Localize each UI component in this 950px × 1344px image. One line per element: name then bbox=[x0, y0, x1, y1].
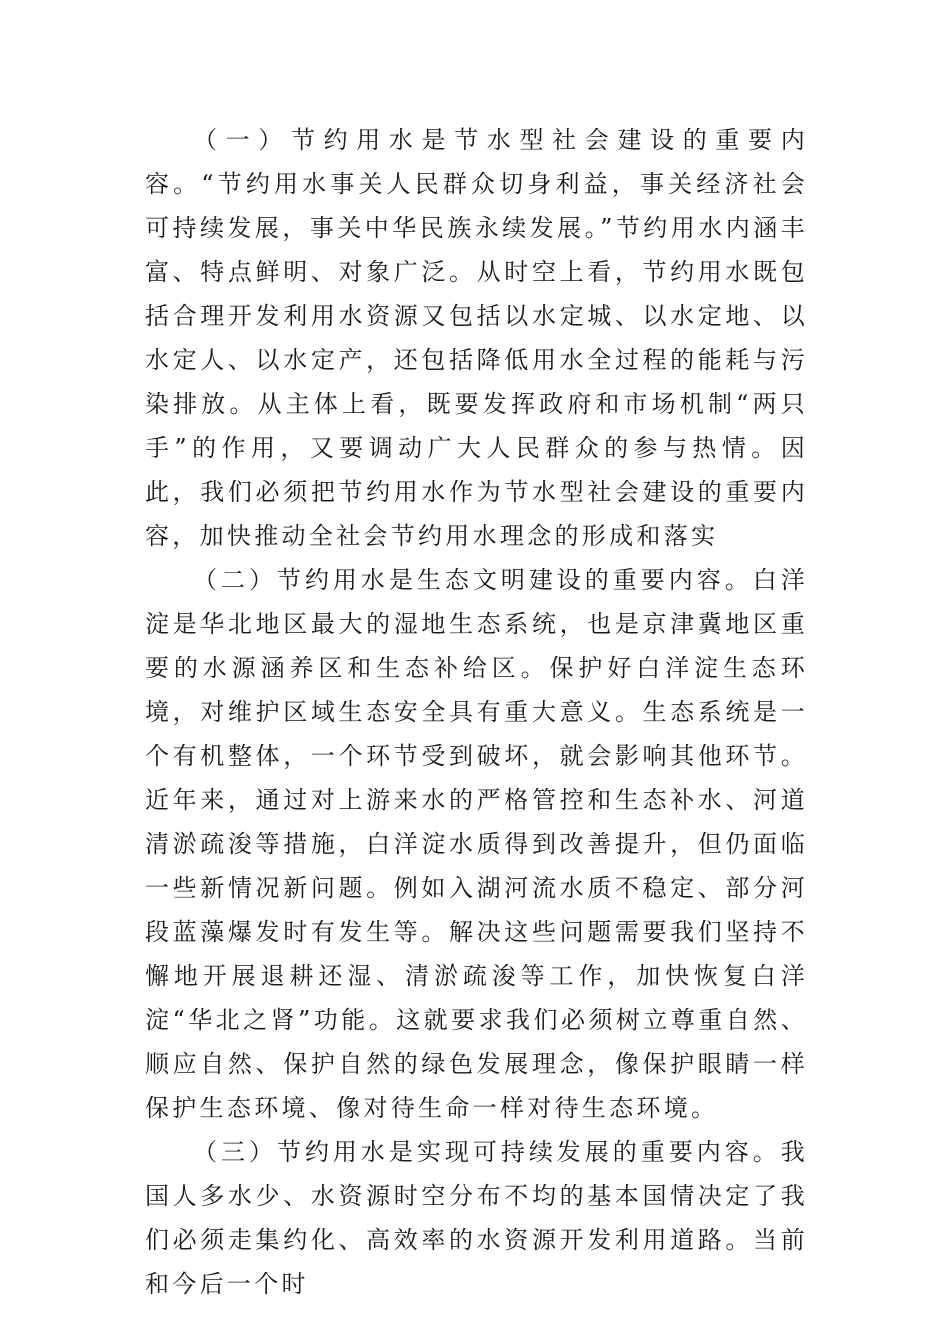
paragraph-3: （三）节约用水是实现可持续发展的重要内容。我国人多水少、水资源时空分布不均的基本国情决定了我们必须走集约化、高效率的水资源开发利用道路。当前和今后一个时 bbox=[145, 1138, 808, 1298]
document-body bbox=[145, 118, 808, 1306]
paragraph-1: （一）节约用水是节水型社会建设的重要内容。“节约用水事关人民群众切身利益，事关经济社会可持续发展，事关中华民族永续发展。”节约用水内涵丰富、特点鲜明、对象广泛。从时空上看，节约用水既包括合理开发利用水资源又包括以水定城、以水定地、以水定人、以水定产，还包括降低用水全过程的能耗与污染排放。从主体上看，既要发挥政府和市场机制“两只手”的作用，又要调动广大人民群众的参与热情。因此，我们必须把节约用水作为节水型社会建设的重要内容，加快推动全社会节约用水理念的形成和落实 bbox=[145, 126, 808, 550]
paragraph-2: （二）节约用水是生态文明建设的重要内容。白洋淀是华北地区最大的湿地生态系统，也是京津冀地区重要的水源涵养区和生态补给区。保护好白洋淀生态环境，对维护区域生态安全具有重大意义。生态系统是一个有机整体，一个环节受到破坏，就会影响其他环节。近年来，通过对上游来水的严格管控和生态补水、河道清淤疏浚等措施，白洋淀水质得到改善提升，但仍面临一些新情况新问题。例如入湖河流水质不稳定、部分河段蓝藻爆发时有发生等。解决这些问题需要我们坚持不懈地开展退耕还湿、清淤疏浚等工作，加快恢复白洋淀“华北之肾”功能。这就要求我们必须树立尊重自然、顺应自然、保护自然的绿色发展理念，像保护眼睛一样保护生态环境、像对待生命一样对待生态环境。 bbox=[145, 566, 808, 1122]
